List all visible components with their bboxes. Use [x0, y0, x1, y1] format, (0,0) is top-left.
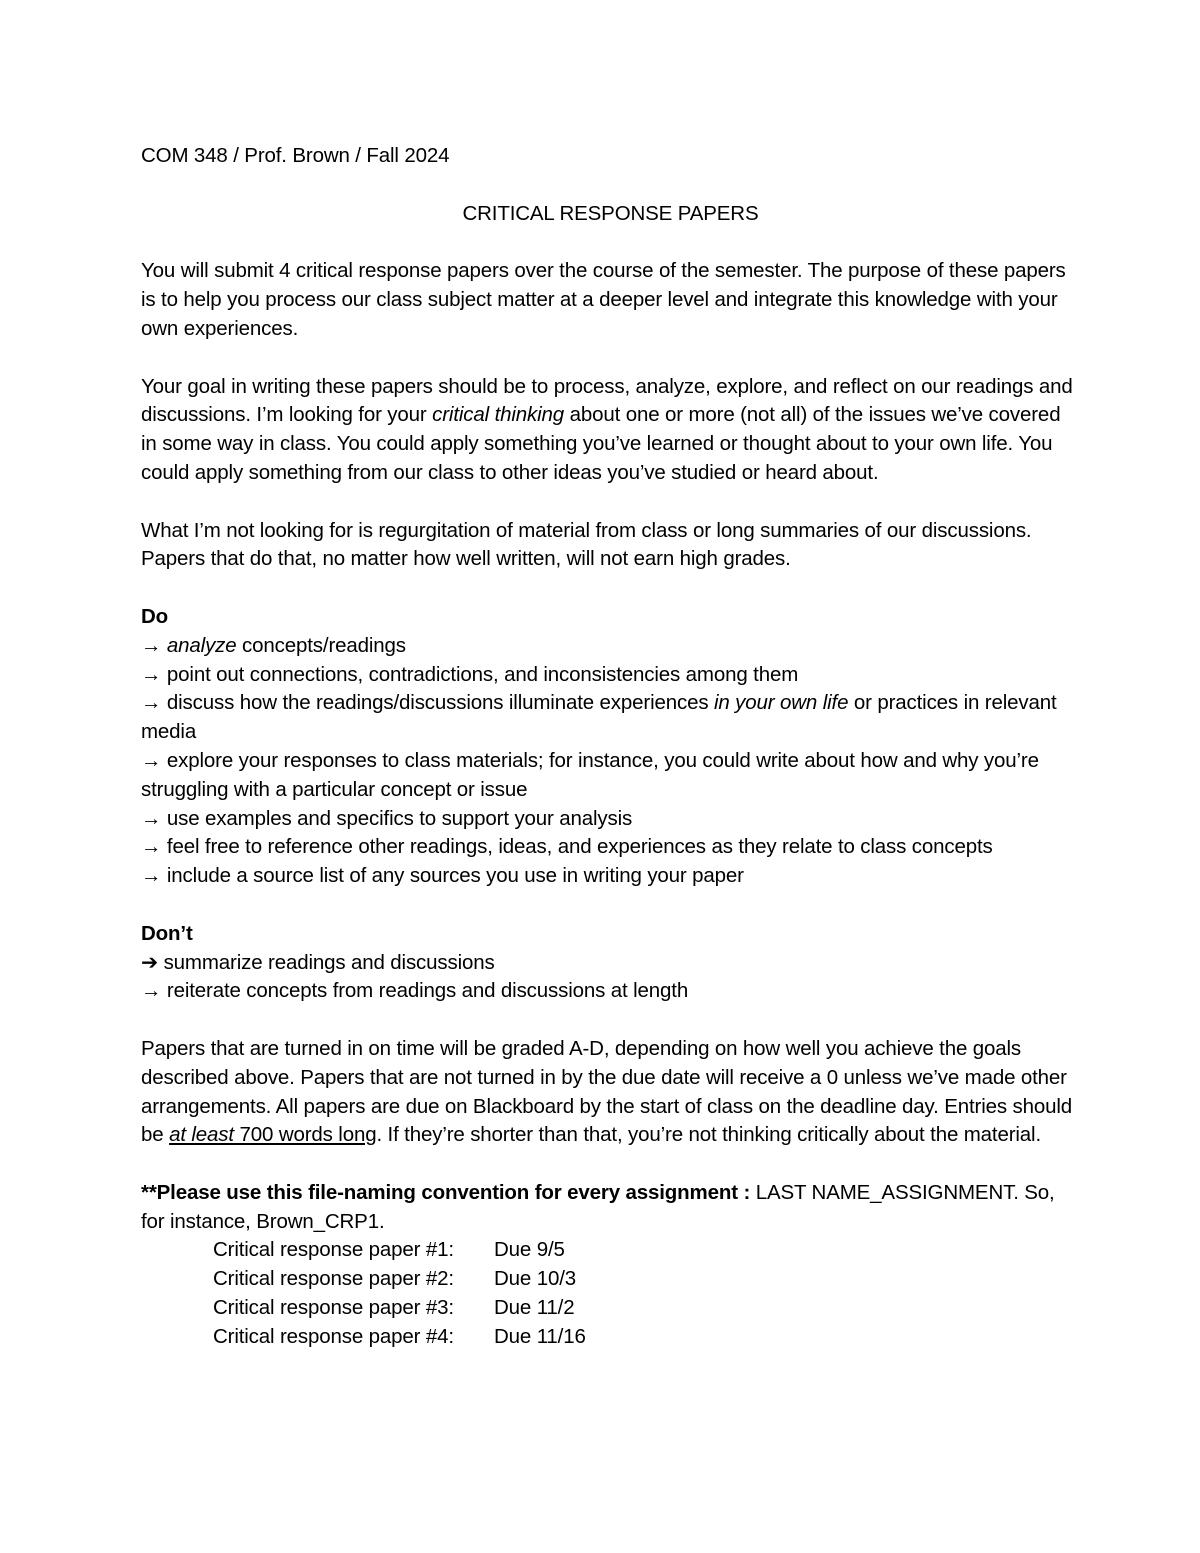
do-item	[141, 689, 1080, 747]
do-item-text: explore your responses to class materials; for instance, you could write about how and why you’re struggling with a particular concept or issue	[141, 748, 1039, 801]
do-item-text: point out connections, contradictions, and inconsistencies among them	[166, 662, 799, 686]
intro-paragraph: You will submit 4 critical response papers over the course of the semester. The purpose of these papers is to help you process our class subject matter at a deeper level and integrate this knowledge with your own experiences.	[141, 259, 1066, 340]
arrow-icon: →	[141, 806, 162, 830]
arrow-icon: →	[141, 662, 162, 686]
paper-label: Critical response paper #3:	[213, 1296, 454, 1320]
do-item	[141, 805, 1080, 834]
do-item	[141, 747, 1080, 805]
document-title: CRITICAL RESPONSE PAPERS	[462, 201, 759, 225]
do-item-text: feel free to reference other readings, ideas, and experiences as they relate to class concepts	[166, 835, 993, 859]
arrow-icon: →	[141, 633, 162, 657]
naming-convention-paragraph	[141, 1179, 1080, 1237]
do-item-emphasis: analyze	[166, 633, 237, 657]
due-date-row	[213, 1323, 1080, 1352]
do-item	[141, 632, 1080, 661]
word-count-requirement	[169, 1123, 376, 1146]
grading-text-before: Papers that are turned in on time will be graded A-D, depending on how well you achieve the goals described above. Papers that are not turned in by the due date will receive a 0 unless we’ve made other arrangements. All papers are due on Blackboard by the start of class on the deadline day. Entries should be	[141, 1036, 1073, 1147]
due-date-row	[213, 1265, 1080, 1294]
bold-arrow-icon: ➔	[141, 950, 159, 974]
due-dates-list	[213, 1236, 1080, 1351]
dont-item-text: reiterate concepts from readings and discussions at length	[166, 979, 689, 1003]
due-date: Due 11/2	[494, 1296, 575, 1320]
paper-label: Critical response paper #1:	[213, 1238, 454, 1262]
arrow-icon: →	[141, 835, 162, 859]
do-item-text: use examples and specifics to support your analysis	[166, 806, 633, 830]
do-section	[141, 603, 1080, 891]
due-date: Due 9/5	[494, 1238, 565, 1262]
word-count-emphasis: at least	[169, 1123, 234, 1147]
arrow-icon: →	[141, 691, 162, 715]
paper-label: Critical response paper #4:	[213, 1324, 454, 1348]
do-item-text: discuss how the readings/discussions illuminate experiences	[166, 691, 714, 715]
dont-section	[141, 920, 1080, 1006]
dont-heading: Don’t	[141, 921, 193, 945]
grading-paragraph	[141, 1035, 1080, 1150]
due-date: Due 10/3	[494, 1267, 577, 1291]
do-item-text: concepts/readings	[236, 633, 406, 657]
arrow-icon: →	[141, 748, 162, 772]
goal-emphasis: critical thinking	[432, 403, 565, 427]
due-date: Due 11/16	[494, 1324, 586, 1348]
naming-instruction: **Please use this file-naming convention for every assignment	[141, 1180, 738, 1204]
naming-colon: :	[743, 1180, 751, 1204]
arrow-icon: →	[141, 864, 162, 888]
naming-example: LAST NAME_ASSIGNMENT. So, for instance, Brown_CRP1.	[141, 1180, 1055, 1233]
do-heading: Do	[141, 604, 169, 628]
grading-text-after: . If they’re shorter than that, you’re not thinking critically about the material.	[376, 1123, 1041, 1147]
dont-item-text: summarize readings and discussions	[163, 950, 495, 974]
goal-text-before: Your goal in writing these papers should be to process, analyze, explore, and reflect on our readings and discussions. I’m looking for your	[141, 374, 1073, 427]
goal-text-after: about one or more (not all) of the issues we’ve covered in some way in class. You could apply something you’ve learned or thought about to your own life. You could apply something from our class to other ideas you’ve studied or heard about.	[141, 403, 1061, 484]
not-looking-paragraph: What I’m not looking for is regurgitation of material from class or long summaries of our discussions. Papers that do that, no matter how well written, will not earn high grades.	[141, 518, 1032, 571]
do-item-text: include a source list of any sources you use in writing your paper	[166, 864, 744, 888]
do-item-text: or practices in relevant media	[141, 691, 1057, 744]
due-date-row	[213, 1236, 1080, 1265]
paper-label: Critical response paper #2:	[213, 1267, 454, 1291]
course-header: COM 348 / Prof. Brown / Fall 2024	[141, 144, 450, 167]
due-date-row	[213, 1294, 1080, 1323]
goal-paragraph	[141, 373, 1080, 488]
word-count-text: 700 words long	[233, 1123, 377, 1147]
arrow-icon: →	[141, 979, 162, 1003]
do-item	[141, 833, 1080, 862]
dont-item	[141, 977, 1080, 1006]
do-item-emphasis: in your own life	[713, 691, 849, 715]
dont-item	[141, 949, 1080, 978]
do-item	[141, 661, 1080, 690]
do-item	[141, 862, 1080, 891]
